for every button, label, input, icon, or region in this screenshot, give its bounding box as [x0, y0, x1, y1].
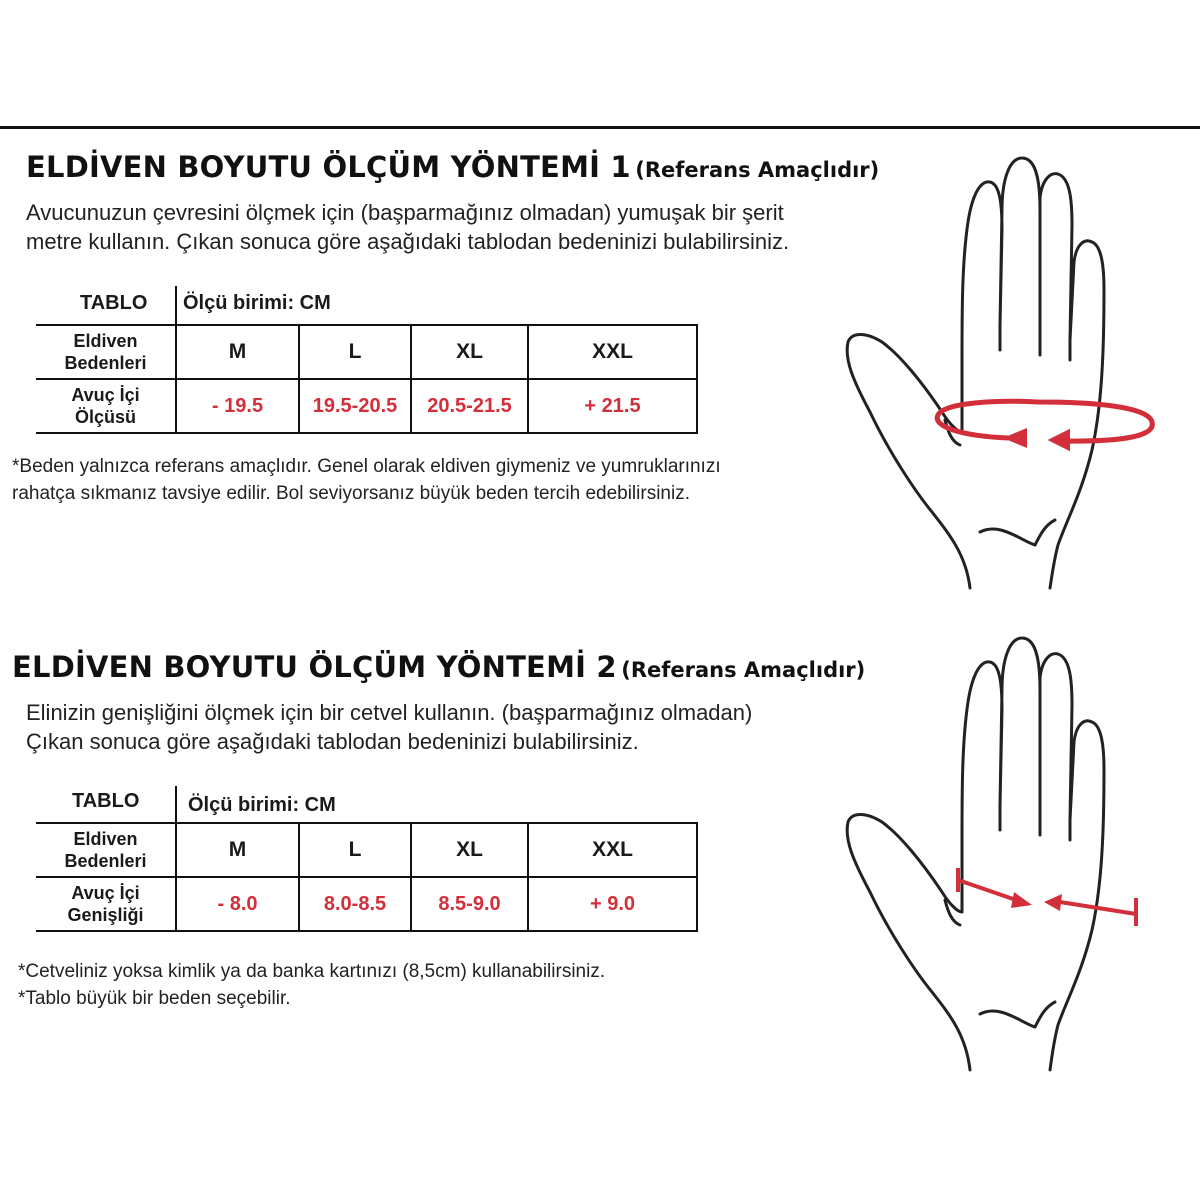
method-1-size-table: [36, 324, 698, 434]
row-label-line: Bedenleri: [64, 851, 147, 871]
size-cell: M: [176, 325, 299, 379]
row-label-line: Genişliği: [67, 905, 144, 925]
row-label-line: Ölçüsü: [74, 407, 136, 427]
size-cell: XXL: [528, 325, 697, 379]
method-1-description: [26, 198, 789, 256]
method-2-description: [26, 698, 752, 756]
value-cell: 8.0-8.5: [299, 877, 411, 931]
method-1-table-label: TABLO: [80, 292, 148, 314]
method-2-unit-label: Ölçü birimi: CM: [188, 794, 336, 816]
method-2-note-line2: *Tablo büyük bir beden seçebilir.: [18, 988, 291, 1009]
method-2-section: [0, 630, 1200, 1100]
value-cell: + 21.5: [528, 379, 697, 433]
value-cell: + 9.0: [528, 877, 697, 931]
value-cell: - 8.0: [176, 877, 299, 931]
method-2-header-divider: [175, 786, 177, 826]
size-cell: XL: [411, 325, 528, 379]
method-2-title-note: (Referans Amaçlıdır): [621, 658, 866, 682]
method-1-section: [0, 130, 1200, 600]
size-cell: XXL: [528, 823, 697, 877]
method-1-note-line1: *Beden yalnızca referans amaçlıdır. Genel olarak eldiven giymeniz ve yumruklarınızı: [12, 456, 721, 477]
table-row: [36, 877, 697, 931]
hand-circumference-icon: [830, 150, 1170, 595]
method-2-desc-line2: Çıkan sonuca göre aşağıdaki tablodan bedeninizi bulabilirsiniz.: [26, 729, 639, 754]
method-2-table-label: TABLO: [72, 790, 140, 812]
method-2-note-line1: *Cetveliniz yoksa kimlik ya da banka kartınızı (8,5cm) kullanabilirsiniz.: [18, 961, 606, 982]
size-cell: L: [299, 325, 411, 379]
method-1-title: [26, 150, 879, 184]
row-label-line: Avuç İçi: [71, 883, 140, 903]
size-cell: L: [299, 823, 411, 877]
method-1-note-line2: rahatça sıkmanız tavsiye edilir. Bol seviyorsanız büyük beden tercih edebilirsiniz.: [12, 483, 690, 504]
method-1-desc-line1: Avucunuzun çevresini ölçmek için (başparmağınız olmadan) yumuşak bir şerit: [26, 200, 784, 225]
row-label-line: Avuç İçi: [71, 385, 140, 405]
method-2-note: [18, 958, 605, 1012]
method-2-size-table: [36, 822, 698, 932]
value-cell: 19.5-20.5: [299, 379, 411, 433]
table-row: [36, 823, 697, 877]
method-1-title-note: (Referans Amaçlıdır): [635, 158, 880, 182]
row-label-line: Eldiven: [73, 829, 138, 849]
table-row: [36, 379, 697, 433]
row-label-line: Bedenleri: [64, 353, 147, 373]
method-2-title: [12, 650, 865, 684]
method-1-header-divider: [175, 286, 177, 326]
method-1-desc-line2: metre kullanın. Çıkan sonuca göre aşağıdaki tablodan bedeninizi bulabilirsiniz.: [26, 229, 790, 254]
value-cell: 8.5-9.0: [411, 877, 528, 931]
method-1-unit-label: Ölçü birimi: CM: [183, 292, 331, 314]
row-label-sizes: [36, 823, 176, 877]
hand-width-icon: [830, 630, 1170, 1075]
value-cell: - 19.5: [176, 379, 299, 433]
method-2-title-main: ELDİVEN BOYUTU ÖLÇÜM YÖNTEMİ 2: [12, 650, 617, 684]
table-row: [36, 325, 697, 379]
method-1-note: [12, 453, 721, 507]
row-label-sizes: [36, 325, 176, 379]
size-cell: XL: [411, 823, 528, 877]
method-2-desc-line1: Elinizin genişliğini ölçmek için bir cetvel kullanın. (başparmağınız olmadan): [26, 700, 753, 725]
top-divider: [0, 126, 1200, 129]
method-1-title-main: ELDİVEN BOYUTU ÖLÇÜM YÖNTEMİ 1: [26, 150, 631, 184]
value-cell: 20.5-21.5: [411, 379, 528, 433]
row-label-measure: [36, 379, 176, 433]
row-label-measure: [36, 877, 176, 931]
size-cell: M: [176, 823, 299, 877]
row-label-line: Eldiven: [73, 331, 138, 351]
